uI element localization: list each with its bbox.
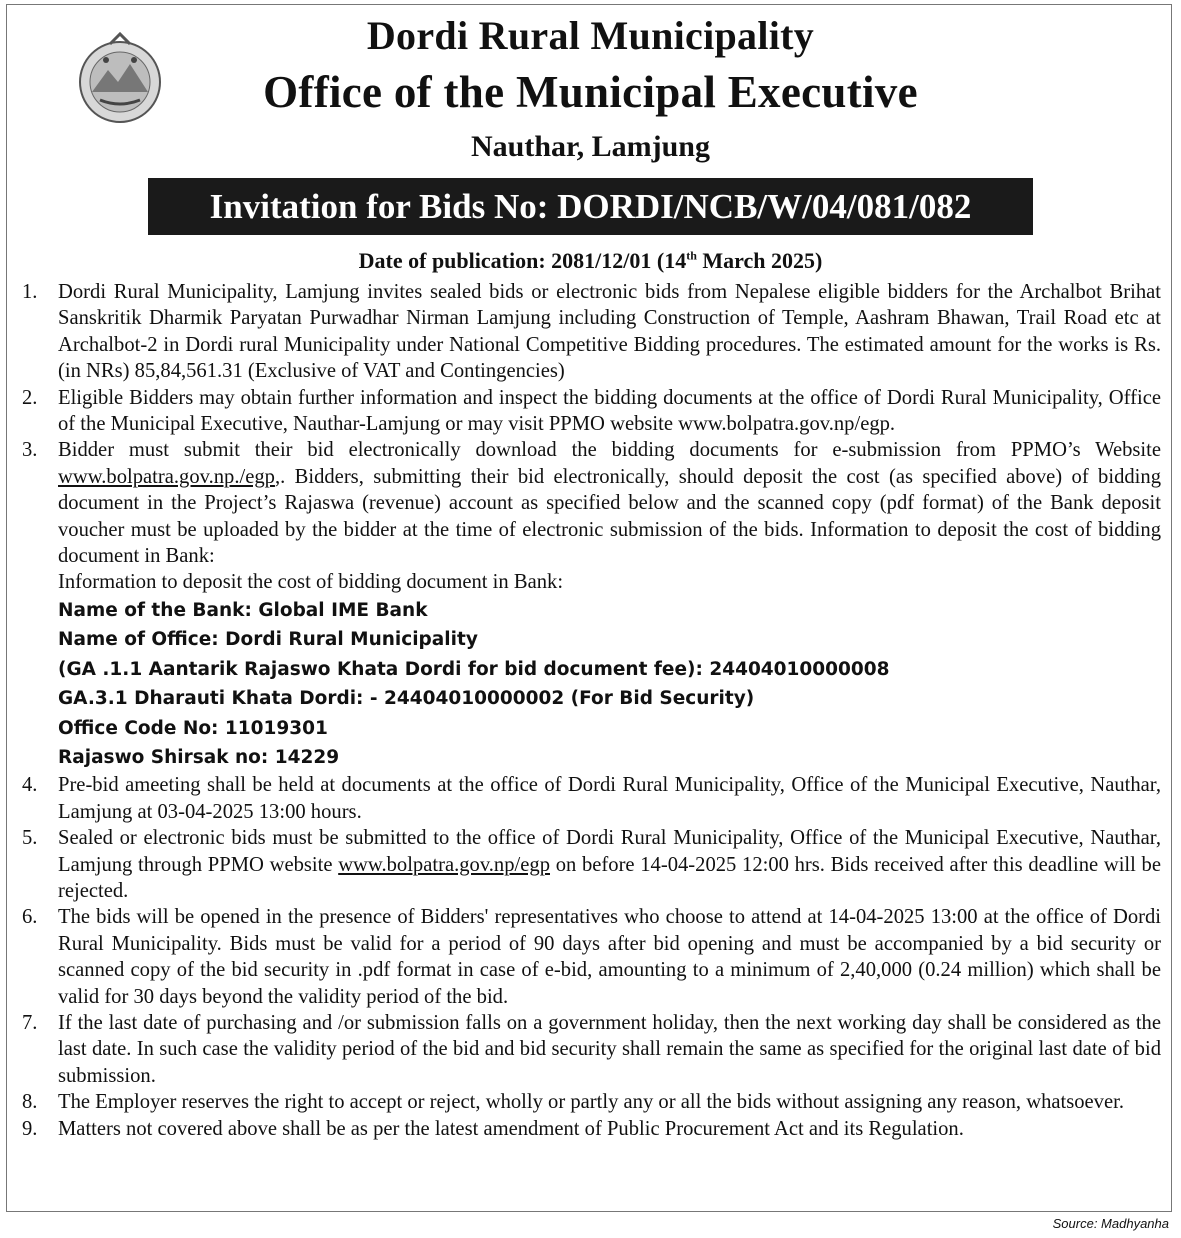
- office-title: Office of the Municipal Executive: [263, 67, 918, 117]
- list-item: 3. Bidder must submit their bid electronically download the bidding documents for e-submission from PPMO’s Website www.bolpatra.gov.np./egp,. Bidders, submitting their bid electronically, should deposit the cost (as specified above) of bidding document in the Project’s Rajaswa (revenue) account as specified below and the scanned copy (pdf format) of the Bank deposit voucher must be uploaded by the bidder at the time of electronic submission of the bids. Information to deposit the cost of bidding document in Bank: Information to deposit the cost of bidding document in Bank: Name of the Bank: Global IME Bank Name of Office: Dordi Rural Municipality (GA .1.1 Aantarik Rajaswo Khata Dordi for bid document fee): 24404010000008 GA.3.1 Dharauti Khata Dordi: - 24404010000002 (For Bid Security) Office Code No: 11019301 Rajaswo Shirsak no: 14229: [22, 437, 1161, 772]
- source-credit: Source: Madhyanha: [1052, 1216, 1169, 1231]
- notice-body: [22, 279, 1161, 1142]
- list-item: 5. Sealed or electronic bids must be submitted to the office of Dordi Rural Municipality, Office of the Municipal Executive, Nauthar, Lamjung through PPMO website www.bolpatra.gov.np/egp on before 14-04-2025 12:00 hrs. Bids received after this deadline will be rejected.: [22, 827, 1161, 902]
- list-item: 2. Eligible Bidders may obtain further information and inspect the bidding documents at the office of Dordi Rural Municipality, Office of the Municipal Executive, Nauthar-Lamjung or may visit PPMO website www.bolpatra.gov.np/egp.: [22, 386, 1161, 436]
- list-item: 7. If the last date of purchasing and /or submission falls on a government holiday, then the next working day shall be considered as the last date. In such case the validity period of the bid and bid security shall remain the same as specified for the original last date of bid submission.: [22, 1011, 1161, 1087]
- list-item: 8. The Employer reserves the right to accept or reject, wholly or partly any or all the bids without assigning any reason, whatsoever.: [22, 1091, 1124, 1114]
- bank-name: Name of the Bank: Global IME Bank: [58, 599, 428, 621]
- list-item: 9. Matters not covered above shall be as per the latest amendment of Public Procurement Act and its Regulation.: [22, 1117, 964, 1140]
- publication-date: Date of publication: 2081/12/01 (14th March 2025): [358, 248, 823, 273]
- ppmo-link[interactable]: www.bolpatra.gov.np./egp: [58, 465, 275, 488]
- office-name: Name of Office: Dordi Rural Municipality: [58, 629, 478, 651]
- list-item: 4. Pre-bid ameeting shall be held at documents at the office of Dordi Rural Municipality, Office of the Municipal Executive, Nauthar, Lamjung at 03-04-2025 13:00 hours.: [22, 774, 1161, 823]
- municipality-title: Dordi Rural Municipality: [366, 13, 815, 58]
- rajaswo-shirsak: Rajaswo Shirsak no: 14229: [58, 746, 340, 768]
- ga-3-account: GA.3.1 Dharauti Khata Dordi: - 24404010000002 (For Bid Security): [58, 688, 755, 710]
- office-code: Office Code No: 11019301: [58, 717, 328, 739]
- ppmo-link[interactable]: www.bolpatra.gov.np/egp: [338, 853, 550, 876]
- ga-1-account: (GA .1.1 Aantarik Rajaswo Khata Dordi for bid document fee): 24404010000008: [58, 658, 890, 680]
- location-title: Nauthar, Lamjung: [471, 130, 710, 163]
- list-item: 6. The bids will be opened in the presence of Bidders' representatives who choose to attend at 14-04-2025 13:00 at the office of Dordi Rural Municipality. Bids must be valid for a period of 90 days after bid opening and must be accompanied by a bid security or scanned copy of the bid security in .pdf format in case of e-bid, amounting to a minimum of 2,40,000 (0.24 million) which shall be valid for 30 days beyond the validity period of the bid.: [22, 906, 1161, 1008]
- bid-number-banner: Invitation for Bids No: DORDI/NCB/W/04/081/082: [148, 178, 1033, 235]
- bank-details: [58, 596, 1161, 772]
- list-item: 1. Dordi Rural Municipality, Lamjung invites sealed bids or electronic bids from Nepalese eligible bidders for the Archalbot Brihat Sanskritik Dharmik Paryatan Purwadhar Nirman Lamjung including Construction of Temple, Aashram Bhawan, Trail Road etc at Archalbot-2 in Dordi rural Municipality under National Competitive Bidding procedures. The estimated amount for the works is Rs. (in NRs) 85,84,561.31 (Exclusive of VAT and Contingencies): [22, 281, 1161, 383]
